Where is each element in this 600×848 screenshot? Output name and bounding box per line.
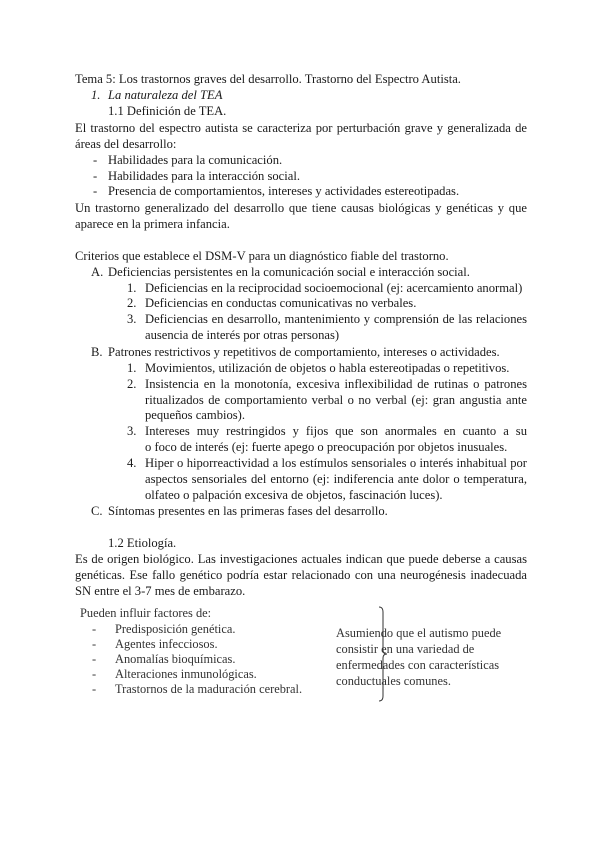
criterion-a: Deficiencias persistentes en la comunicación social e interacción social. [108, 265, 470, 279]
paragraph-line: genéticas. Ese fallo genético podría estar relacionado con una neurogénesis inadecuada [75, 568, 527, 582]
figure-note: conductuales comunes. [336, 674, 451, 688]
section-heading: La naturaleza del TEA [108, 88, 223, 102]
bullet-dash: - [92, 667, 97, 681]
list-item: Deficiencias en la reciprocidad socioemocional (ej: acercamiento anormal) [145, 281, 523, 295]
bullet-dash: - [93, 153, 98, 167]
paragraph-line: Criterios que establece el DSM-V para un diagnóstico fiable del trastorno. [75, 249, 449, 263]
bullet-dash: - [92, 652, 97, 666]
bullet-dash: - [92, 622, 97, 636]
factor-item: Anomalías bioquímicas. [115, 652, 236, 666]
paragraph-line: SN entre el 3-7 mes de embarazo. [75, 584, 246, 598]
subsection-heading: 1.1 Definición de TEA. [108, 104, 227, 118]
list-item: Deficiencias en conductas comunicativas no verbales. [145, 296, 417, 310]
figure-note: enfermedades con características [336, 658, 500, 672]
bullet-dash: - [93, 184, 98, 198]
list-item: olfateo o palpación excesiva de objetos, fascinación luces). [145, 488, 443, 502]
figure-note: Asumiendo que el autismo puede [336, 626, 502, 640]
factor-item: Predisposición genética. [115, 622, 236, 636]
paragraph-line: El trastorno del espectro autista se caracteriza por perturbación grave y generalizada de [75, 121, 527, 135]
factor-item: Agentes infecciosos. [115, 637, 218, 651]
list-number: 2. [127, 296, 137, 310]
bullet-dash: - [92, 637, 97, 651]
criterion-c: Síntomas presentes en las primeras fases del desarrollo. [108, 504, 388, 518]
list-letter: C. [91, 504, 103, 518]
paragraph-line: Es de origen biológico. Las investigaciones actuales indican que puede deberse a causas [75, 552, 527, 566]
paragraph-line: Un trastorno generalizado del desarrollo que tiene causas biológicas y genéticas y que [75, 201, 527, 215]
list-item: Habilidades para la interacción social. [108, 169, 300, 183]
list-item: Insistencia en la monotonía, excesiva inflexibilidad de rutinas o patrones [145, 377, 527, 391]
list-number: 1. [127, 361, 137, 375]
list-number: 1. [127, 281, 137, 295]
factor-item: Alteraciones inmunológicas. [115, 667, 257, 681]
list-item: ausencia de interés por otras personas) [145, 328, 340, 342]
paragraph-line: áreas del desarrollo: [75, 137, 177, 151]
paragraph-line: aparece en la primera infancia. [75, 217, 230, 231]
list-letter: A. [91, 265, 104, 279]
section-number: 1. [91, 88, 101, 102]
subsection-heading: 1.2 Etiología. [108, 536, 177, 550]
list-item: ritualizados de comportamiento verbal o no verbal (ej: gran angustia ante [145, 393, 527, 407]
list-number: 4. [127, 456, 137, 470]
list-item: Presencia de comportamientos, intereses y actividades estereotipadas. [108, 184, 460, 198]
etiology-figure [78, 604, 502, 704]
list-item: Habilidades para la comunicación. [108, 153, 283, 167]
list-number: 2. [127, 377, 137, 391]
bullet-dash: - [93, 169, 98, 183]
document-title: Tema 5: Los trastornos graves del desarrollo. Trastorno del Espectro Autista. [75, 72, 461, 86]
criterion-b: Patrones restrictivos y repetitivos de comportamiento, intereses o actividades. [108, 345, 500, 359]
list-number: 3. [127, 312, 137, 326]
list-item: Movimientos, utilización de objetos o habla estereotipadas o repetitivos. [145, 361, 510, 375]
figure-heading: Pueden influir factores de: [80, 606, 212, 620]
figure-note: consistir en una variedad de [336, 642, 475, 656]
bullet-dash: - [92, 682, 97, 696]
factor-item: Trastornos de la maduración cerebral. [115, 682, 303, 696]
list-item: o foco de interés (ej: fuerte apego o preocupación por objetos inusuales. [145, 440, 508, 454]
list-number: 3. [127, 424, 137, 438]
list-item: Deficiencias en desarrollo, mantenimiento y comprensión de las relaciones [145, 312, 527, 326]
list-item: Hiper o hiporreactividad a los estímulos sensoriales o interés inhabitual por [145, 456, 527, 470]
list-item: pequeños cambios). [145, 408, 246, 422]
list-letter: B. [91, 345, 103, 359]
list-item: aspectos sensoriales del entorno (ej: indiferencia ante dolor o temperatura, [145, 472, 527, 486]
list-item: Intereses muy restringidos y fijos que son anormales en cuanto a su [145, 424, 527, 438]
